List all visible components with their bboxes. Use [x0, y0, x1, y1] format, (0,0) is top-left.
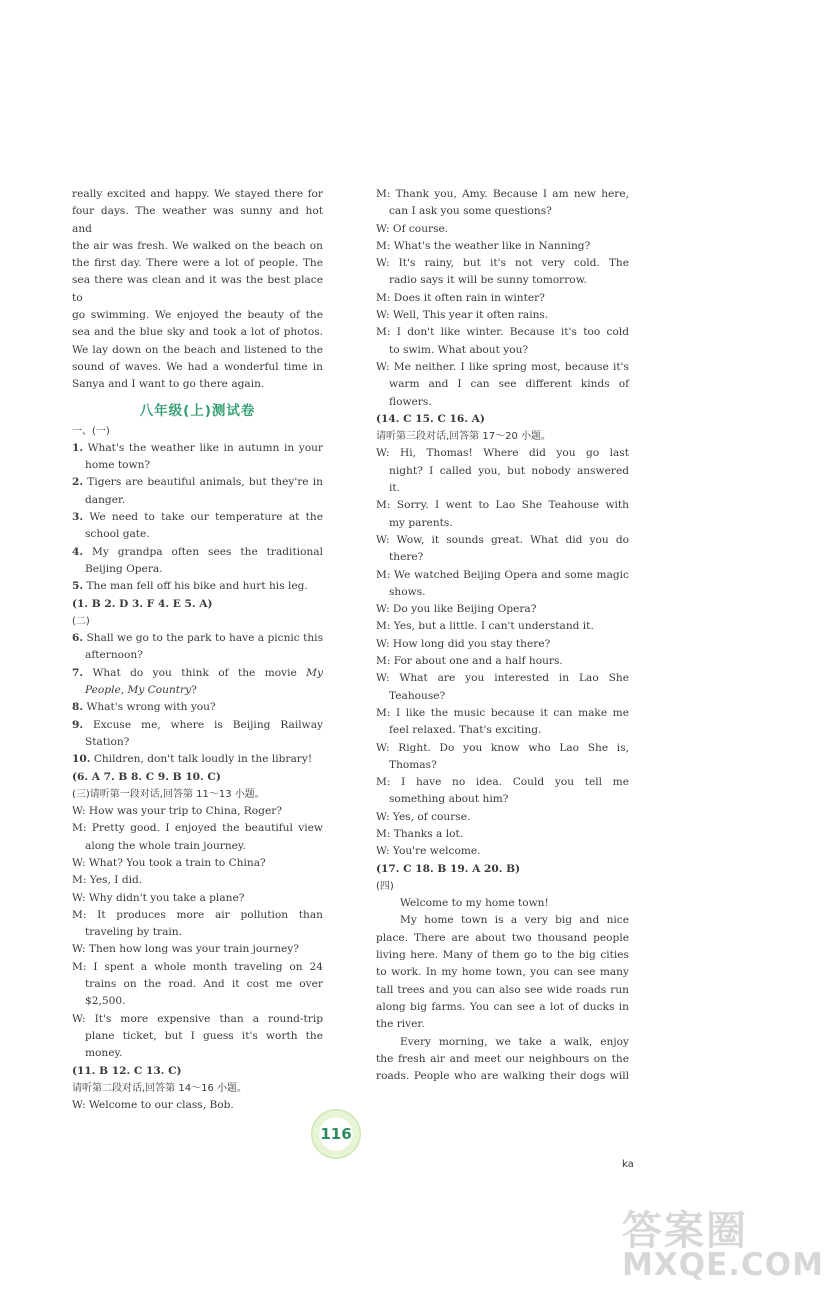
dialog-line: M: Yes, but a little. I can't understand it. [376, 620, 594, 633]
essay-paragraph-2 [376, 1034, 629, 1086]
passage-line: sound of waves. We had a wonderful time in [72, 360, 323, 373]
dialog-line-cont: radio says it will be sunny tomorrow. [389, 274, 587, 287]
dialog-line: W: Yes, of course. [376, 810, 471, 823]
answer-key-11-13: (11. B 12. C 13. C) [72, 1064, 182, 1077]
question-number: 1. [72, 441, 84, 454]
essay-line: living here. Many of them go to the big cities [376, 949, 629, 962]
dialog-line: M: Sorry. I went to Lao She Teahouse with [376, 499, 629, 512]
part-one-label: 一、(一) [72, 425, 110, 437]
left-column [72, 186, 323, 1114]
question-1 [72, 440, 323, 457]
question-1-cont: home town? [85, 459, 151, 472]
answer-key-6-10: (6. A 7. B 8. C 9. B 10. C) [72, 770, 221, 783]
dialog-line-cont: $2,500. [85, 995, 126, 1008]
question-text: We need to take our temperature at the [89, 511, 323, 524]
question-number: 4. [72, 545, 84, 558]
essay-line: My home town is a very big and nice [400, 914, 629, 927]
essay-paragraph-1 [376, 912, 629, 1016]
passage-line: the air was fresh. We walked on the beach on [72, 239, 323, 252]
dialog-3 [376, 445, 629, 860]
dialog-2 [376, 186, 629, 411]
dialog-line: M: What's the weather like in Nanning? [376, 239, 591, 252]
watermark-logo [618, 1199, 824, 1287]
dialog-line: W: It's rainy, but it's not very cold. The [376, 257, 629, 270]
right-column [376, 186, 629, 1085]
essay-line: tall trees and you can also see wide roads run [376, 983, 629, 996]
question-number: 9. [72, 718, 84, 731]
dialog-line: M: For about one and a half hours. [376, 655, 563, 668]
dialog-line-cont: to swim. What about you? [389, 343, 529, 356]
dialog-line: W: What are you interested in Lao She [376, 672, 629, 685]
question-number: 6. [72, 632, 84, 645]
question-6 [72, 630, 323, 647]
question-number: 3. [72, 511, 84, 524]
dialog-line-cont: shows. [389, 585, 426, 598]
dialog-3-intro: 请听第三段对话,回答第 17～20 小题。 [376, 431, 551, 443]
dialog-line-cont: traveling by train. [85, 926, 182, 939]
question-2-cont: danger. [85, 493, 126, 506]
dialog-line-cont: warm and I can see different kinds of [389, 378, 629, 391]
dialog-line-cont: my parents. [389, 516, 453, 529]
passage-line: go swimming. We enjoyed the beauty of the [72, 309, 323, 322]
essay-p1-last: the river. [376, 1018, 425, 1031]
dialog-line-cont: money. [85, 1047, 123, 1060]
dialog-line-cont: flowers. [389, 395, 432, 408]
dialog-line: W: Welcome to our class, Bob. [72, 1099, 234, 1112]
question-2 [72, 474, 323, 491]
part-four-label: (四) [376, 880, 394, 892]
question-text: What do you think of the movie [92, 666, 297, 679]
question-10 [72, 751, 323, 768]
dialog-line: W: Do you like Beijing Opera? [376, 603, 537, 616]
question-6-cont: afternoon? [85, 649, 143, 662]
dialog-line-cont: something about him? [389, 793, 509, 806]
essay-line: the fresh air and meet our neighbours on the [376, 1052, 629, 1065]
question-text: Excuse me, where is Beijing Railway [92, 718, 323, 731]
essay-title: Welcome to my home town! [400, 897, 549, 910]
question-9 [72, 717, 323, 734]
question-number: 5. [72, 580, 84, 593]
dialog-line: M: I like the music because it can make me [376, 706, 629, 719]
dialog-line: W: Wow, it sounds great. What did you do [376, 533, 629, 546]
question-5 [72, 578, 323, 595]
dialog-2-intro: 请听第二段对话,回答第 14～16 小题。 [72, 1082, 247, 1094]
dialog-line: W: It's more expensive than a round-trip [72, 1012, 323, 1025]
essay-line: to work. In my home town, you can see many [376, 966, 629, 979]
watermark-top-text: 答案圈 [622, 1208, 748, 1254]
essay-line: roads. People who are walking their dogs will [376, 1070, 629, 1083]
question-text: The man fell off his bike and hurt his leg. [86, 580, 308, 593]
page-number: 116 [320, 1125, 352, 1143]
question-text: Shall we go to the park to have a picnic this [86, 632, 323, 645]
question-4 [72, 544, 323, 561]
passage [72, 186, 323, 376]
question-9-cont: Station? [85, 735, 130, 748]
page-number-badge [311, 1109, 361, 1159]
question-number: 7. [72, 666, 84, 679]
dialog-1 [72, 803, 323, 1062]
dialog-line-cont: it. [389, 482, 401, 495]
passage-line: really excited and happy. We stayed there for [72, 188, 323, 200]
dialog-line: M: It produces more air pollution than [72, 908, 323, 921]
dialog-line: W: How was your trip to China, Roger? [72, 805, 282, 818]
dialog-line-cont: night? I called you, but nobody answered [389, 464, 629, 477]
part-three-intro: (三)请听第一段对话,回答第 11～13 小题。 [72, 788, 265, 800]
question-3-cont: school gate. [85, 528, 150, 541]
question-number: 8. [72, 701, 84, 714]
answer-key-1-5: (1. B 2. D 3. F 4. E 5. A) [72, 597, 213, 610]
question-number: 2. [72, 476, 84, 489]
question-number: 10. [72, 753, 91, 766]
dialog-line: M: Thanks a lot. [376, 827, 464, 840]
essay-line: along big farms. You can see a lot of ducks in [376, 1000, 629, 1013]
dialog-line: M: We watched Beijing Opera and some magic [376, 568, 629, 581]
passage-line: the first day. There were a lot of people. The [72, 257, 323, 270]
question-text: What's wrong with you? [86, 701, 216, 714]
passage-line: We lay down on the beach and listened to the [72, 343, 323, 356]
dialog-line: M: I have no idea. Could you tell me [376, 776, 629, 789]
dialog-line-cont: there? [389, 551, 424, 564]
question-8 [72, 699, 323, 716]
question-text: My grandpa often sees the traditional [91, 545, 323, 558]
dialog-line: M: Thank you, Amy. Because I am new here, [376, 188, 629, 200]
dialog-line: W: How long did you stay there? [376, 637, 551, 650]
dialog-line: W: Then how long was your train journey? [72, 943, 299, 956]
dialog-line-cont: trains on the road. And it cost me over [85, 978, 323, 991]
dialog-line: W: What? You took a train to China? [72, 856, 266, 869]
dialog-line: W: You're welcome. [376, 845, 481, 858]
dialog-line: W: Well, This year it often rains. [376, 309, 549, 322]
section-title: 八年级(上)测试卷 [139, 402, 256, 419]
passage-line: four days. The weather was sunny and hot and [72, 205, 323, 235]
dialog-line: M: Does it often rain in winter? [376, 291, 545, 304]
dialog-line-cont: can I ask you some questions? [389, 205, 552, 218]
passage-line: sea and the blue sky and took a lot of photos. [72, 326, 323, 339]
question-4-cont: Beijing Opera. [85, 562, 163, 575]
movie-title: My [306, 666, 324, 679]
dialog-line: W: Why didn't you take a plane? [72, 891, 245, 904]
dialog-line-cont: along the whole train journey. [85, 839, 246, 852]
dialog-line: W: Me neither. I like spring most, because it's [376, 360, 629, 373]
movie-title: People, My Country [85, 684, 192, 697]
dialog-line: W: Right. Do you know who Lao She is, [376, 741, 629, 754]
question-7 [72, 665, 323, 682]
question-text: What's the weather like in autumn in your [87, 441, 323, 454]
dialog-line-cont: feel relaxed. That's exciting. [389, 724, 542, 737]
dialog-line: M: Yes, I did. [72, 874, 143, 887]
watermark-bottom-text: MXQE.COM [622, 1247, 824, 1283]
dialog-line: W: Hi, Thomas! Where did you go last [376, 447, 629, 460]
dialog-line: M: I don't like winter. Because it's too cold [376, 326, 629, 339]
passage-line: sea there was clean and it was the best place to [72, 274, 323, 304]
question-7-cont [72, 682, 323, 699]
dialog-line: M: Pretty good. I enjoyed the beautiful view [72, 822, 323, 835]
question-3 [72, 509, 323, 526]
essay-line: Every morning, we take a walk, enjoy [400, 1035, 629, 1048]
answer-key-14-16: (14. C 15. C 16. A) [376, 412, 485, 425]
passage-last-line: Sanya and I want to go there again. [72, 378, 265, 391]
dialog-line-cont: Teahouse? [389, 689, 446, 702]
part-two-label: (二) [72, 615, 90, 627]
dialog-line: M: I spent a whole month traveling on 24 [72, 960, 323, 973]
question-text: Tigers are beautiful animals, but they're in [87, 476, 323, 489]
answer-key-17-20: (17. C 18. B 19. A 20. B) [376, 862, 521, 875]
dialog-line-cont: plane ticket, but I guess it's worth the [85, 1029, 323, 1042]
essay-line: place. There are about two thousand people [376, 931, 629, 944]
dialog-line: W: Of course. [376, 222, 449, 235]
question-text: Children, don't talk loudly in the library! [93, 753, 313, 766]
corner-mark: ka [622, 1159, 634, 1170]
question-end: ? [191, 684, 197, 697]
dialog-line-cont: Thomas? [389, 758, 437, 771]
